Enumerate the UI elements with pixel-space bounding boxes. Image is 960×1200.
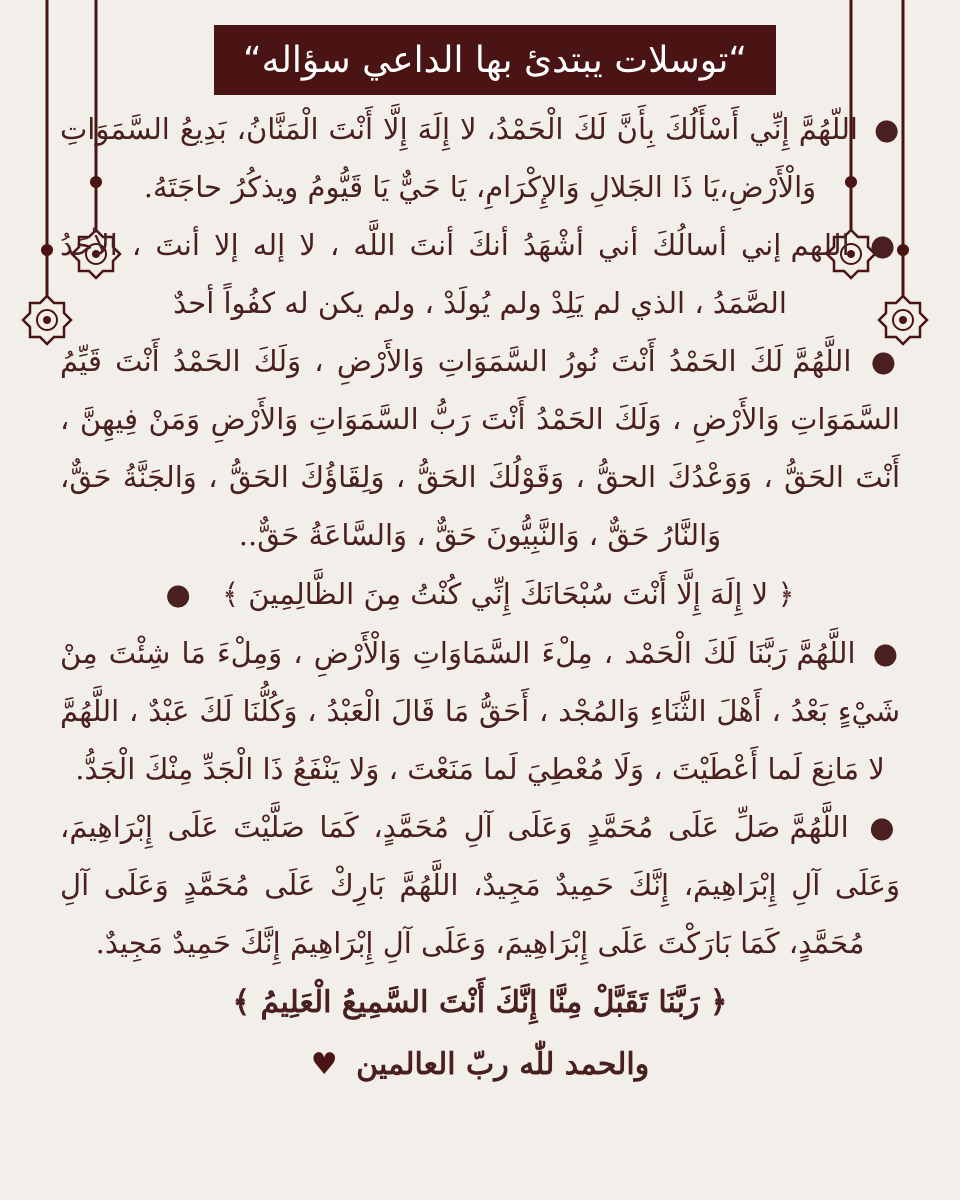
final-verse-text: ﴿ رَبَّنَا تَقَبَّلْ مِنَّا إِنَّكَ أَنْتَ السَّمِيعُ الْعَلِيمُ ﴾ — [232, 985, 728, 1020]
bullet-icon: ● — [869, 810, 901, 844]
paragraph-text: اللَّهُمَّ صَلِّ عَلَى مُحَمَّدٍ وَعَلَى آلِ مُحَمَّدٍ، كَمَا صَلَّيْتَ عَلَى إِبْرَاهِيمَ، وَعَلَى آلِ إِبْرَاهِيمَ، إِنَّكَ حَمِيدٌ مَجِيدٌ، اللَّهُمَّ بَارِكْ عَلَى مُحَمَّدٍ وَعَلَى آلِ مُحَمَّدٍ، كَمَا بَارَكْتَ عَلَى إِبْرَاهِيمَ، وَعَلَى آلِ إِبْرَاهِيمَ إِنَّكَ حَمِيدٌ مَجِيدٌ. — [60, 810, 900, 960]
title-banner — [214, 25, 776, 95]
verse-text: ﴿ لا إِلَهَ إِلَّا أَنْتَ سُبْحَانَكَ إِنِّي كُنْتُ مِنَ الظَّالِمِينَ ﴾ — [222, 577, 795, 611]
bullet-icon: ● — [870, 344, 900, 378]
bullet-icon: ● — [873, 112, 900, 146]
prayer-content — [60, 100, 900, 1096]
heart-icon: ♥ — [310, 1047, 338, 1082]
prayer-paragraph-2 — [60, 216, 900, 332]
quran-verse — [60, 564, 900, 624]
final-quran-verse — [60, 972, 900, 1034]
paragraph-text: اللهم إني أسالُكَ أني أشْهَدُ أنكَ أنتَ اللَّه ، لا إله إلا أنتَ ، الأحَدُ الصَّمَدُ ، الذي لم يَلِدْ ولم يُولَدْ ، ولم يكن له كفُواً أحدٌ — [60, 228, 850, 320]
closing-text: والحمد للّٰه ربّ العالمين — [356, 1047, 650, 1082]
prayer-paragraph-5 — [60, 798, 900, 972]
page-title: “توسلات يبتدئ بها الداعي سؤاله“ — [242, 39, 748, 81]
paragraph-text: اللَّهُمَّ رَبَّنَا لَكَ الْحَمْد ، مِلْءَ السَّمَاوَاتِ وَالْأَرْضِ ، وَمِلْءَ مَا شِئْتَ مِنْ شَيْءٍ بَعْدُ ، أَهْلَ الثَّنَاءِ وَالمُجْد ، أَحَقُّ مَا قَالَ الْعَبْدُ ، وَكُلُّنَا لَكَ عَبْدٌ ، اللَّهُمَّ لا مَانِعَ لَما أَعْطَيْتَ ، وَلَا مُعْطِيَ لَما مَنَعْتَ ، وَلا يَنْفَعُ ذَا الْجَدِّ مِنْكَ الْجَدُّ. — [60, 636, 900, 786]
bullet-icon: ● — [869, 228, 901, 262]
closing-line — [60, 1034, 900, 1096]
bullet-icon: ● — [165, 577, 191, 611]
prayer-paragraph-1 — [60, 100, 900, 216]
bullet-icon: ● — [872, 636, 900, 670]
paragraph-text: اللّهُمَّ إِنِّي أَسْأَلُكَ بِأَنَّ لَكَ الْحَمْدُ، لا إِلَهَ إِلَّا أَنْتَ الْمَنَّانُ، بَدِيعُ السَّمَوَاتِ وَالْأَرْضِ،يَا ذَا الجَلالِ وَالإِكْرَامِ، يَا حَيٌّ يَا قَيُّومُ ويذكُرُ حاجَتَهُ. — [60, 112, 858, 204]
paragraph-text: اللَّهُمَّ لَكَ الحَمْدُ أَنْتَ نُورُ السَّمَوَاتِ وَالأَرْضِ ، وَلَكَ الحَمْدُ أَنْتَ قَيِّمُ السَّمَوَاتِ وَالأَرْضِ ، وَلَكَ الحَمْدُ أَنْتَ رَبُّ السَّمَوَاتِ وَالأَرْضِ وَمَنْ فِيهِنَّ ، أَنْتَ الحَقُّ ، وَوَعْدُكَ الحقُّ ، وَقَوْلُكَ الحَقُّ ، وَلِقَاؤُكَ الحَقُّ ، وَالجَنَّةُ حَقٌّ، وَالنَّارُ حَقٌّ ، وَالنَّبِيُّونَ حَقٌّ ، وَالسَّاعَةُ حَقٌّ.. — [60, 344, 900, 552]
prayer-paragraph-3 — [60, 332, 900, 564]
prayer-paragraph-4 — [60, 624, 900, 798]
